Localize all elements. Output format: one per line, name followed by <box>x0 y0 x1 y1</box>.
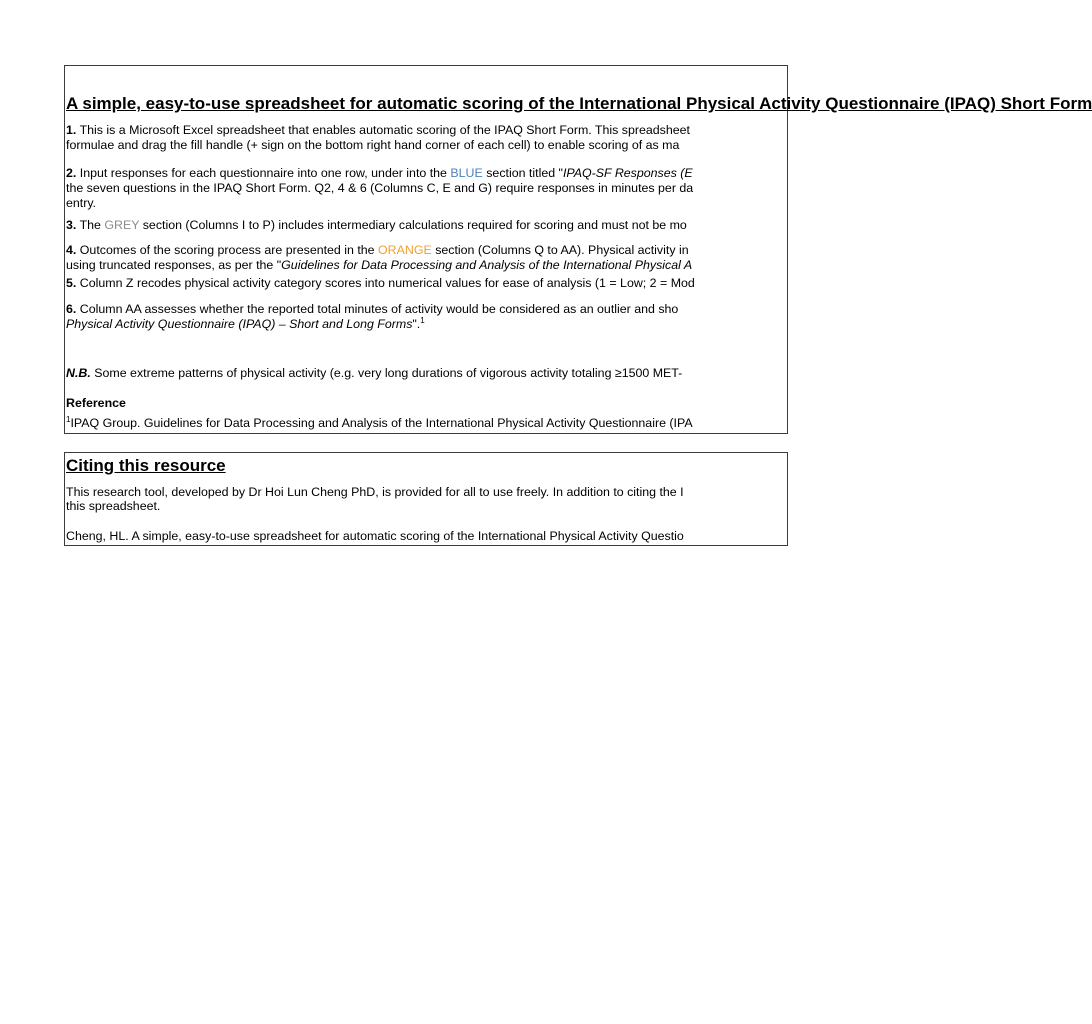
orange-section-label: ORANGE <box>378 243 432 257</box>
reference-text: IPAQ Group. Guidelines for Data Processing and Analysis of the International Physical Activity Questionnaire (IPA <box>70 416 693 430</box>
citing-line-2: this spreadsheet. <box>66 499 161 513</box>
footnote-marker: 1 <box>66 415 71 424</box>
paragraph-text: The <box>79 218 101 232</box>
paragraph-text: section (Columns Q to AA). Physical activity in <box>435 243 689 257</box>
nb-label: N.B. <box>66 366 91 380</box>
paragraph-text: Column Z recodes physical activity category scores into numerical values for ease of analysis (1 = Low; 2 = Mod <box>79 276 695 290</box>
paragraph-2-line-2: the seven questions in the IPAQ Short Form. Q2, 4 & 6 (Columns C, E and G) require responses in minutes per da <box>66 181 694 195</box>
nb-note <box>66 366 682 381</box>
paragraph-1-line-1 <box>66 123 690 138</box>
paragraph-text: section titled " <box>486 166 563 180</box>
page-title: A simple, easy-to-use spreadsheet for automatic scoring of the International Physical Activity Questionnaire (IPAQ) Short Form <box>66 94 1092 113</box>
paragraph-1-line-2: formulae and drag the fill handle (+ sign on the bottom right hand corner of each cell) to enable scoring of as ma <box>66 138 680 152</box>
paragraph-text: ". <box>412 317 421 331</box>
paragraph-number: 4. <box>66 243 77 257</box>
paragraph-4-line-2 <box>66 258 692 273</box>
paragraph-5 <box>66 276 695 291</box>
blue-section-label: BLUE <box>450 166 483 180</box>
grey-section-label: GREY <box>104 218 140 232</box>
nb-text: Some extreme patterns of physical activity (e.g. very long durations of vigorous activity totaling ≥1500 MET- <box>94 366 683 380</box>
paragraph-2-line-1 <box>66 166 693 181</box>
reference-entry <box>66 416 693 431</box>
paragraph-number: 6. <box>66 302 77 316</box>
citation-text: Cheng, HL. A simple, easy-to-use spreadsheet for automatic scoring of the International Physical Activity Questio <box>66 529 684 543</box>
citing-line-1: This research tool, developed by Dr Hoi Lun Cheng PhD, is provided for all to use freely. In addition to citing the I <box>66 485 684 499</box>
paragraph-6-line-1 <box>66 302 678 317</box>
section-name-italic: IPAQ-SF Responses (E <box>562 166 693 180</box>
paragraph-6-line-2 <box>66 317 425 332</box>
paragraph-number: 5. <box>66 276 77 290</box>
reference-heading: Reference <box>66 396 126 410</box>
guidelines-title-italic: Guidelines for Data Processing and Analysis of the International Physical A <box>281 258 693 272</box>
paragraph-number: 1. <box>66 123 77 137</box>
paragraph-text: Column AA assesses whether the reported total minutes of activity would be considered as an outlier and sho <box>79 302 679 316</box>
paragraph-text: Input responses for each questionnaire into one row, under into the <box>79 166 447 180</box>
instructions-panel <box>64 65 1092 434</box>
paragraph-text: using truncated responses, as per the " <box>66 258 282 272</box>
footnote-marker: 1 <box>420 316 425 325</box>
guidelines-title-italic: Physical Activity Questionnaire (IPAQ) – Short and Long Forms <box>66 317 413 331</box>
paragraph-number: 3. <box>66 218 77 232</box>
citing-panel <box>64 452 788 546</box>
paragraph-text: section (Columns I to P) includes intermediary calculations required for scoring and must not be mo <box>142 218 687 232</box>
paragraph-number: 2. <box>66 166 77 180</box>
paragraph-text: This is a Microsoft Excel spreadsheet that enables automatic scoring of the IPAQ Short Form. This spreadsheet <box>79 123 690 137</box>
citing-title: Citing this resource <box>66 456 226 475</box>
paragraph-3 <box>66 218 687 233</box>
paragraph-text: Outcomes of the scoring process are presented in the <box>79 243 375 257</box>
paragraph-2-line-3: entry. <box>66 196 97 210</box>
paragraph-4-line-1 <box>66 243 689 258</box>
